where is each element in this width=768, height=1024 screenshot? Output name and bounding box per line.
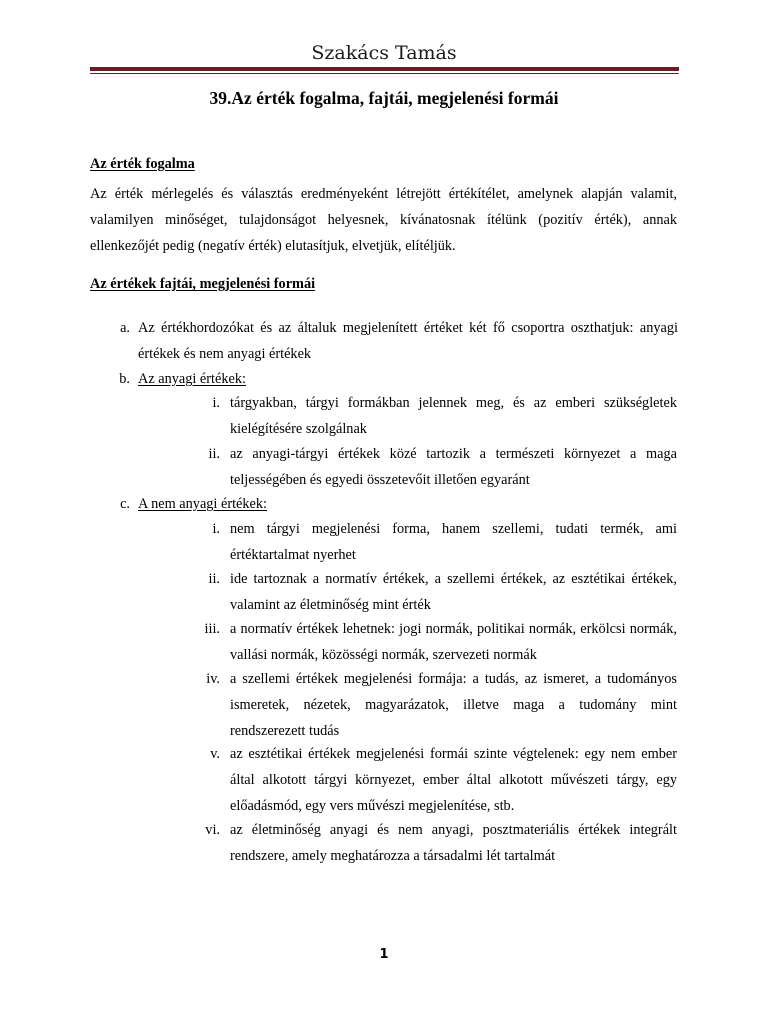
list-item-label xyxy=(138,366,246,392)
header-rule-thick xyxy=(90,67,679,71)
section-heading-concept: Az érték fogalma xyxy=(90,156,195,172)
header-author: Szakács Tamás xyxy=(311,42,457,64)
sublist-item-text: az esztétikai értékek megjelenési formái szinte végtelenek: egy nem ember által alkotott tárgyi környezet, ember által alkotott művészeti tárgy, egy előadásmód, egy vers művészi megjelenítése, stb. xyxy=(230,746,677,814)
list-item-text: Az értékhordozókat és az általuk megjelenített értéket két fő csoportra oszthatjuk: anyagi értékek és nem anyagi értékek xyxy=(138,320,678,362)
sublist-item-text: a normatív értékek lehetnek: jogi normák, politikai normák, erkölcsi normák, vallási normák, közösségi normák, szervezeti normák xyxy=(230,621,677,663)
header-rule-thin xyxy=(90,73,679,74)
sublist-item-text: ide tartoznak a normatív értékek, a szellemi értékek, az esztétikai értékek, valamint az életminőség mint érték xyxy=(230,571,677,613)
concept-paragraph: Az érték mérlegelés és választás eredményeként létrejött értékítélet, amelynek alapján valamit, valamilyen minőséget, tulajdonságot helyesnek, kívánatosnak ítélünk (pozitív érték), annak ellenkezőjét pedig (negatív érték) elutasítjuk, elvetjük, elítéljük. xyxy=(90,186,677,254)
page-number: 1 xyxy=(379,947,389,962)
sublist-marker: vi. xyxy=(205,822,220,838)
section-heading-types: Az értékek fajtái, megjelenési formái xyxy=(90,276,316,292)
sublist-item-text: tárgyakban, tárgyi formákban jelennek meg, és az emberi szükségletek kielégítésére szolgálnak xyxy=(230,395,677,437)
sublist-item-text: nem tárgyi megjelenési forma, hanem szellemi, tudati termék, ami értéktartalmat nyerhet xyxy=(230,521,677,563)
list-marker: a. xyxy=(120,320,130,336)
list-marker: b. xyxy=(119,371,130,387)
sublist-marker: i. xyxy=(212,395,220,411)
sublist-item-text: az életminőség anyagi és nem anyagi, posztmateriális értékek integrált rendszere, amely meghatározza a társadalmi lét tartalmát xyxy=(230,822,677,864)
sublist-marker: iv. xyxy=(206,671,220,687)
sublist-marker: ii. xyxy=(208,446,220,462)
page-title: 39.Az érték fogalma, fajtái, megjelenési formái xyxy=(209,88,559,108)
list-marker: c. xyxy=(120,496,130,512)
sublist-item-text: a szellemi értékek megjelenési formája: a tudás, az ismeret, a tudományos ismeretek, nézetek, magyarázatok, illetve maga a tudomány mint rendszerezett tudás xyxy=(230,671,677,739)
material-values-label: Az anyagi értékek: xyxy=(138,371,246,387)
sublist-item-text: az anyagi-tárgyi értékek közé tartozik a természeti környezet a maga teljességében és egyedi összetevőit illetően egyaránt xyxy=(230,446,677,488)
sublist-marker: iii. xyxy=(204,621,220,637)
sublist-marker: ii. xyxy=(208,571,220,587)
non-material-values-label: A nem anyagi értékek: xyxy=(138,496,268,512)
sublist-marker: v. xyxy=(210,746,220,762)
list-item-label xyxy=(138,491,267,517)
sublist-marker: i. xyxy=(212,521,220,537)
